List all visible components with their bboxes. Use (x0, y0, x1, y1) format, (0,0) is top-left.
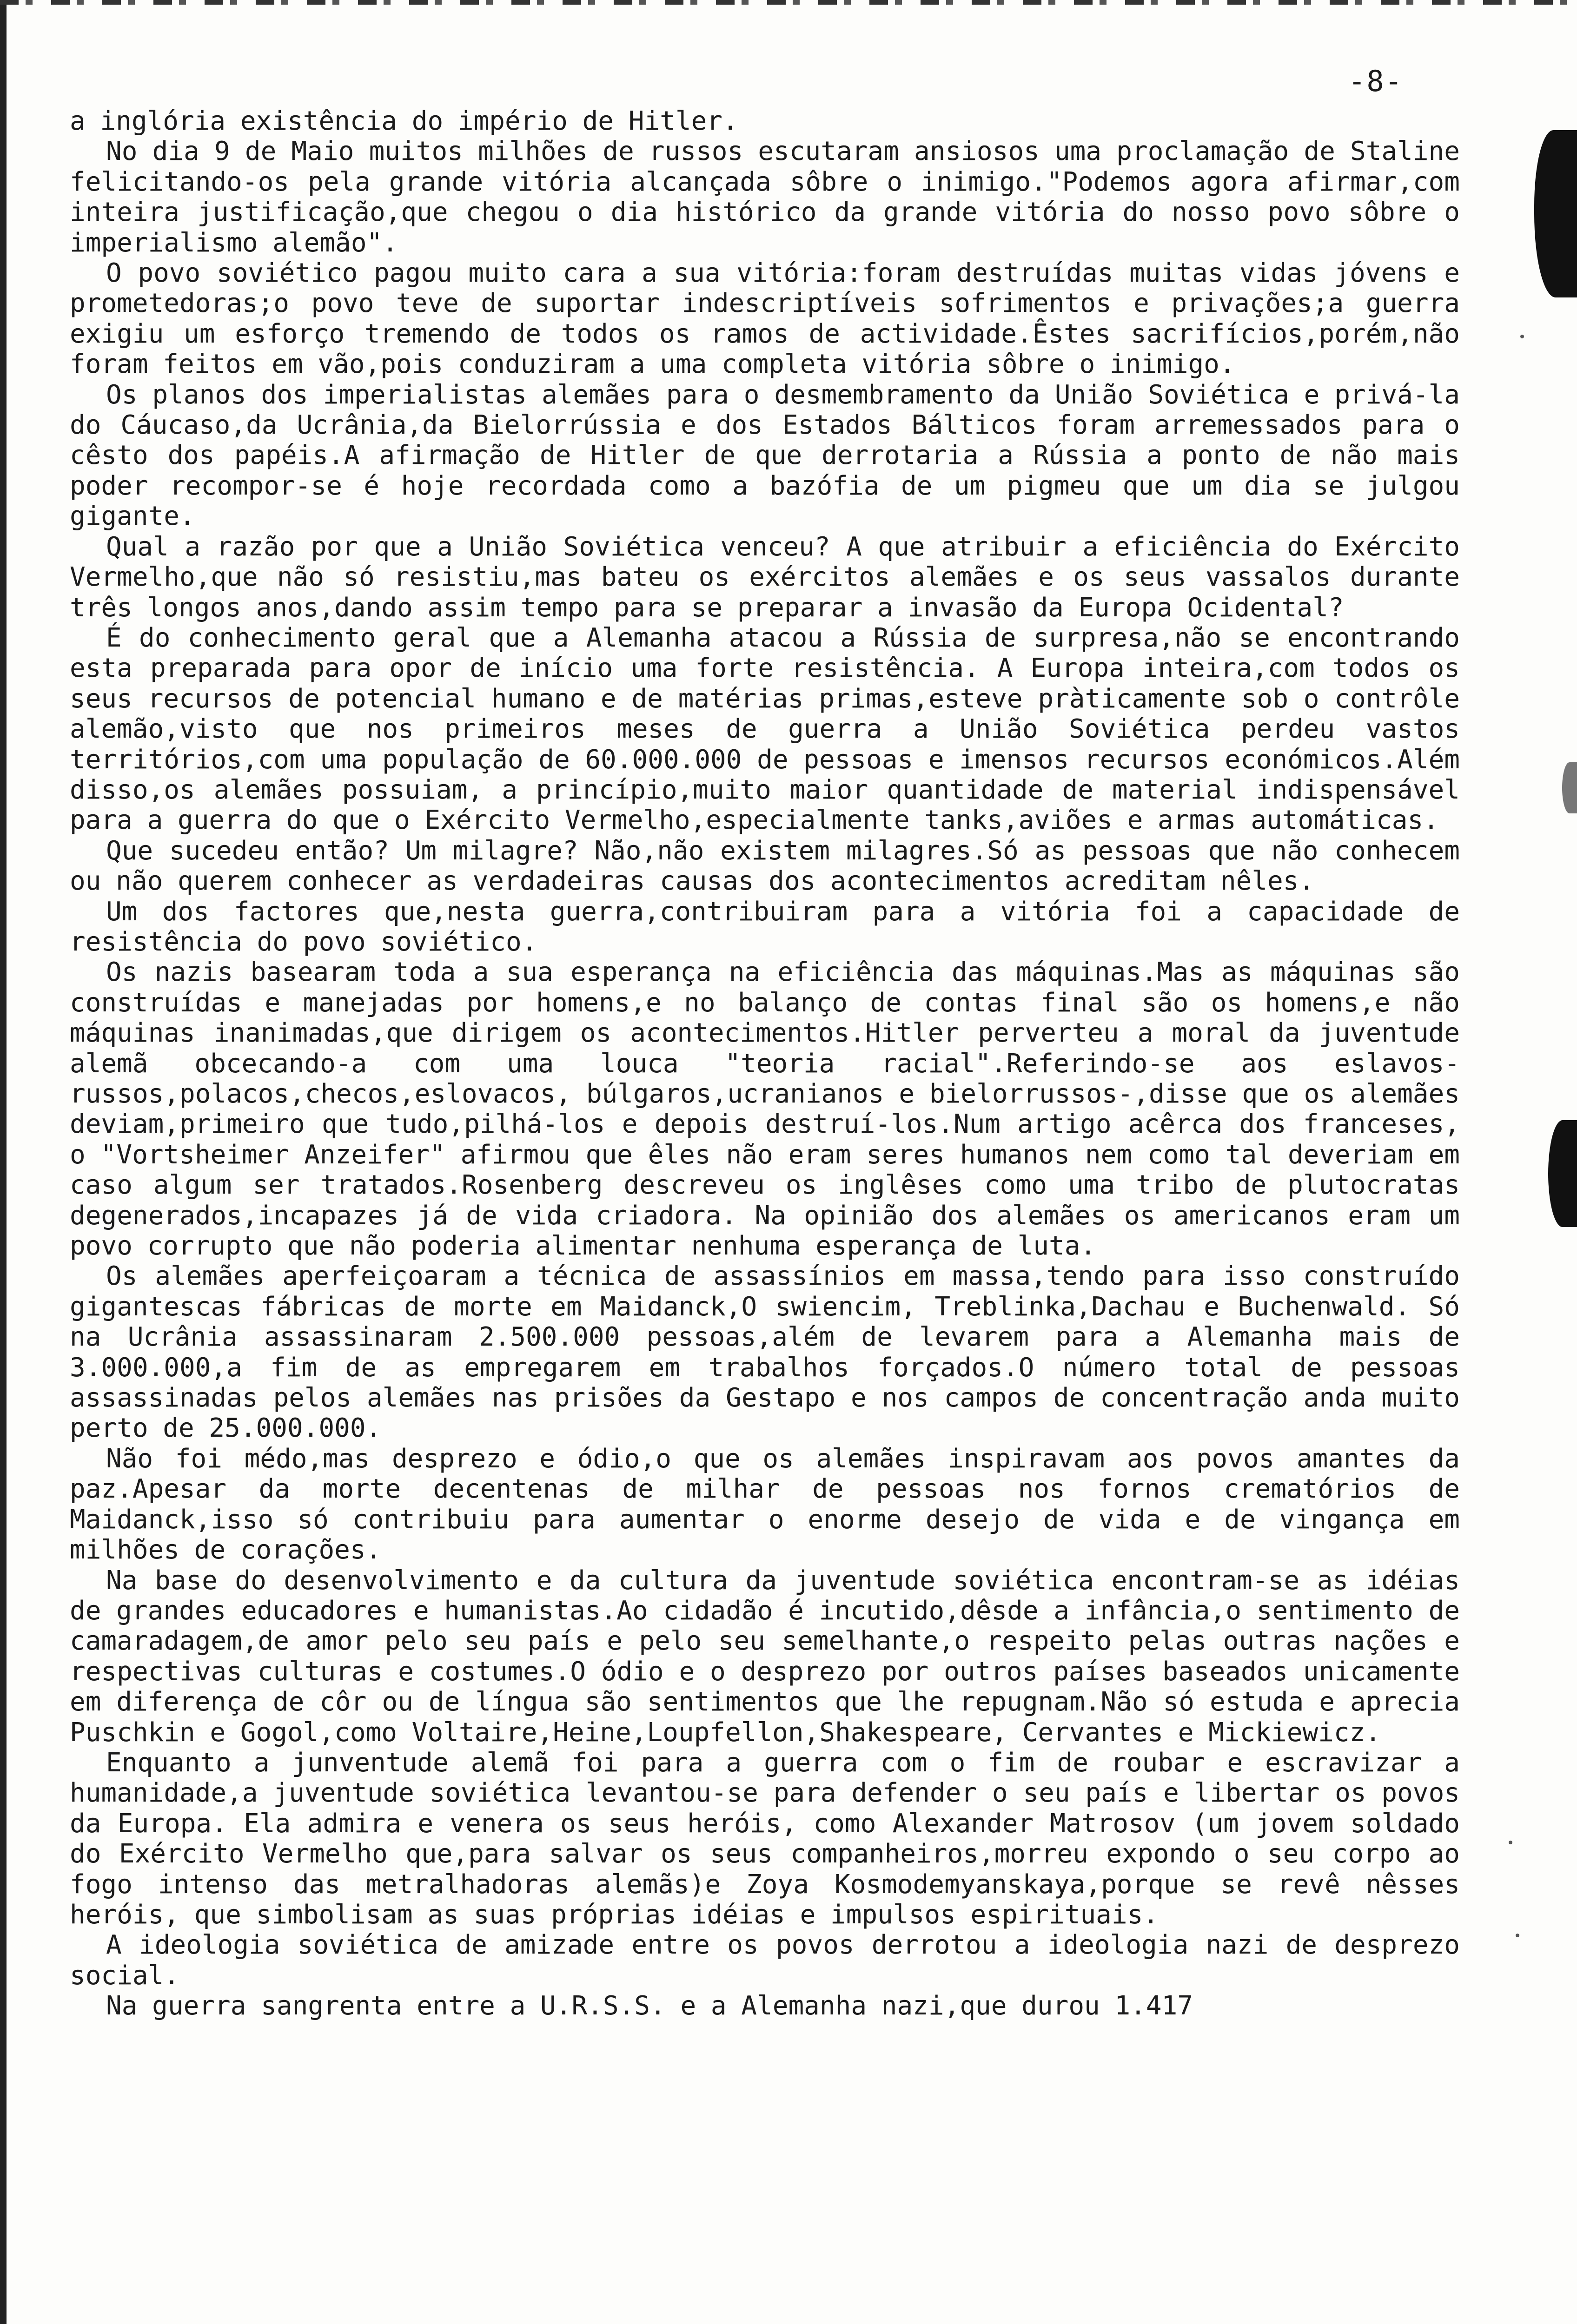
typewritten-body (70, 106, 1460, 2021)
page-number: -8- (1348, 64, 1403, 98)
paragraph-10: Os alemães aperfeiçoaram a técnica de assassínios em massa,tendo para isso construído gigantescas fábricas de morte em Maidanck,O swiencim, Treblinka,Dachau e Buchenwald. Só na Ucrânia assassinaram 2.500.000 pessoas,além de levarem para a Alemanha mais de 3.000.000,a fim de as empregarem em trabalhos forçados.O número total de pessoas assassinadas pelos alemães nas prisões da Gestapo e nos campos de concentração anda muito perto de 25.000.000. (70, 1261, 1460, 1444)
ink-speck (1516, 1934, 1519, 1937)
ink-speck (1520, 335, 1524, 338)
paragraph-7: Que sucedeu então? Um milagre? Não,não existem milagres.Só as pessoas que não conhecem ou não querem conhecer as verdadeiras causas dos acontecimentos acreditam nêles. (70, 835, 1460, 897)
paragraph-5: Qual a razão por que a União Soviética venceu? A que atribuir a eficiência do Exército Vermelho,que não só resistiu,mas bateu os exércitos alemães e os seus vassalos durante três longos anos,dando assim tempo para se preparar a invasão da Europa Ocidental? (70, 531, 1460, 623)
ink-smudge (1548, 1120, 1577, 1227)
paragraph-9: Os nazis basearam toda a sua esperança na eficiência das máquinas.Mas as máquinas são construídas e manejadas por homens,e no balanço de contas final são os homens,e não máquinas inanimadas,que dirigem os acontecimentos.Hitler perverteu a moral da juventude alemã obcecando-a com uma louca "teoria racial".Referindo-se aos eslavos-russos,polacos,checos,eslovacos, búlgaros,ucranianos e bielorrussos-,disse que os alemães deviam,primeiro que tudo,pilhá-los e depois destruí-los.Num artigo acêrca dos franceses, o "Vortsheimer Anzeifer" afirmou que êles não eram seres humanos nem como tal deveriam em caso algum ser tratados.Rosenberg descreveu os inglêses como uma tribo de plutocratas degenerados,incapazes já de vida criadora. Na opinião dos alemães os americanos eram um povo corrupto que não poderia alimentar nenhuma esperança de luta. (70, 957, 1460, 1261)
paragraph-2: No dia 9 de Maio muitos milhões de russos escutaram ansiosos uma proclamação de Staline felicitando-os pela grande vitória alcançada sôbre o inimigo."Podemos agora afirmar,com inteira justificação,que chegou o dia histórico da grande vitória do nosso povo sôbre o imperialismo alemão". (70, 136, 1460, 258)
paragraph-15: Na guerra sangrenta entre a U.R.S.S. e a Alemanha nazi,que durou 1.417 (106, 1991, 1193, 2021)
scan-edge-top (0, 0, 1577, 5)
paragraph-11: Não foi médo,mas desprezo e ódio,o que os alemães inspiravam aos povos amantes da paz.Apesar da morte decentenas de milhar de pessoas nos fornos crematórios de Maidanck,isso só contribuiu para aumentar o enorme desejo de vida e de vingança em milhões de corações. (70, 1443, 1460, 1565)
paragraph-8: Um dos factores que,nesta guerra,contribuiram para a vitória foi a capacidade de resistência do povo soviético. (70, 896, 1460, 957)
paragraph-14: A ideologia soviética de amizade entre os povos derrotou a ideologia nazi de desprezo social. (70, 1930, 1460, 1991)
paragraph-6: É do conhecimento geral que a Alemanha atacou a Rússia de surpresa,não se encontrando esta preparada para opor de início uma forte resistência. A Europa inteira,com todos os seus recursos de potencial humano e de matérias primas,esteve pràticamente sob o contrôle alemão,visto que nos primeiros meses de guerra a União Soviética perdeu vastos territórios,com uma população de 60.000.000 de pessoas e imensos recursos económicos.Além disso,os alemães possuiam, a princípio,muito maior quantidade de material indispensável para a guerra do que o Exército Vermelho,especialmente tanks,aviões e armas automáticas. (70, 622, 1460, 836)
ink-smudge (1534, 130, 1577, 297)
paragraph-12: Na base do desenvolvimento e da cultura da juventude soviética encontram-se as idéias de grandes educadores e humanistas.Ao cidadão é incutido,dêsde a infância,o sentimento de camaradagem,de amor pelo seu país e pelo seu semelhante,o respeito pelas outras nações e respectivas culturas e costumes.O ódio e o desprezo por outros países baseados unicamente em diferença de côr ou de língua são sentimentos que lhe repugnam.Não só estuda e aprecia Puschkin e Gogol,como Voltaire,Heine,Loupfellon,Shakespeare, Cervantes e Mickiewicz. (70, 1565, 1460, 1748)
paragraph-3: O povo soviético pagou muito cara a sua vitória:foram destruídas muitas vidas jóvens e prometedoras;o povo teve de suportar indescriptíveis sofrimentos e privações;a guerra exigiu um esforço tremendo de todos os ramos de actividade.Êstes sacrifícios,porém,não foram feitos em vão,pois conduziram a uma completa vitória sôbre o inimigo. (70, 258, 1460, 380)
paragraph-1: a inglória existência do império de Hitler. (70, 106, 738, 136)
scan-edge-left (0, 0, 7, 2324)
ink-speck (1509, 1841, 1512, 1844)
paragraph-4: Os planos dos imperialistas alemães para o desmembramento da União Soviética e privá-la do Cáucaso,da Ucrânia,da Bielorrússia e dos Estados Bálticos foram arremessados para o cêsto dos papéis.A afirmação de Hitler de que derrotaria a Rússia a ponto de não mais poder recompor-se é hoje recordada como a bazófia de um pigmeu que um dia se julgou gigante. (70, 379, 1460, 532)
ink-smudge (1562, 762, 1577, 813)
paragraph-13: Enquanto a junventude alemã foi para a guerra com o fim de roubar e escravizar a humanidade,a juventude soviética levantou-se para defender o seu país e libertar os povos da Europa. Ela admira e venera os seus heróis, como Alexander Matrosov (um jovem soldado do Exército Vermelho que,para salvar os seus companheiros,morreu expondo o seu corpo ao fogo intenso das metralhadoras alemãs)e Zoya Kosmodemyanskaya,porque se revê nêsses heróis, que simbolisam as suas próprias idéias e impulsos espirituais. (70, 1747, 1460, 1930)
